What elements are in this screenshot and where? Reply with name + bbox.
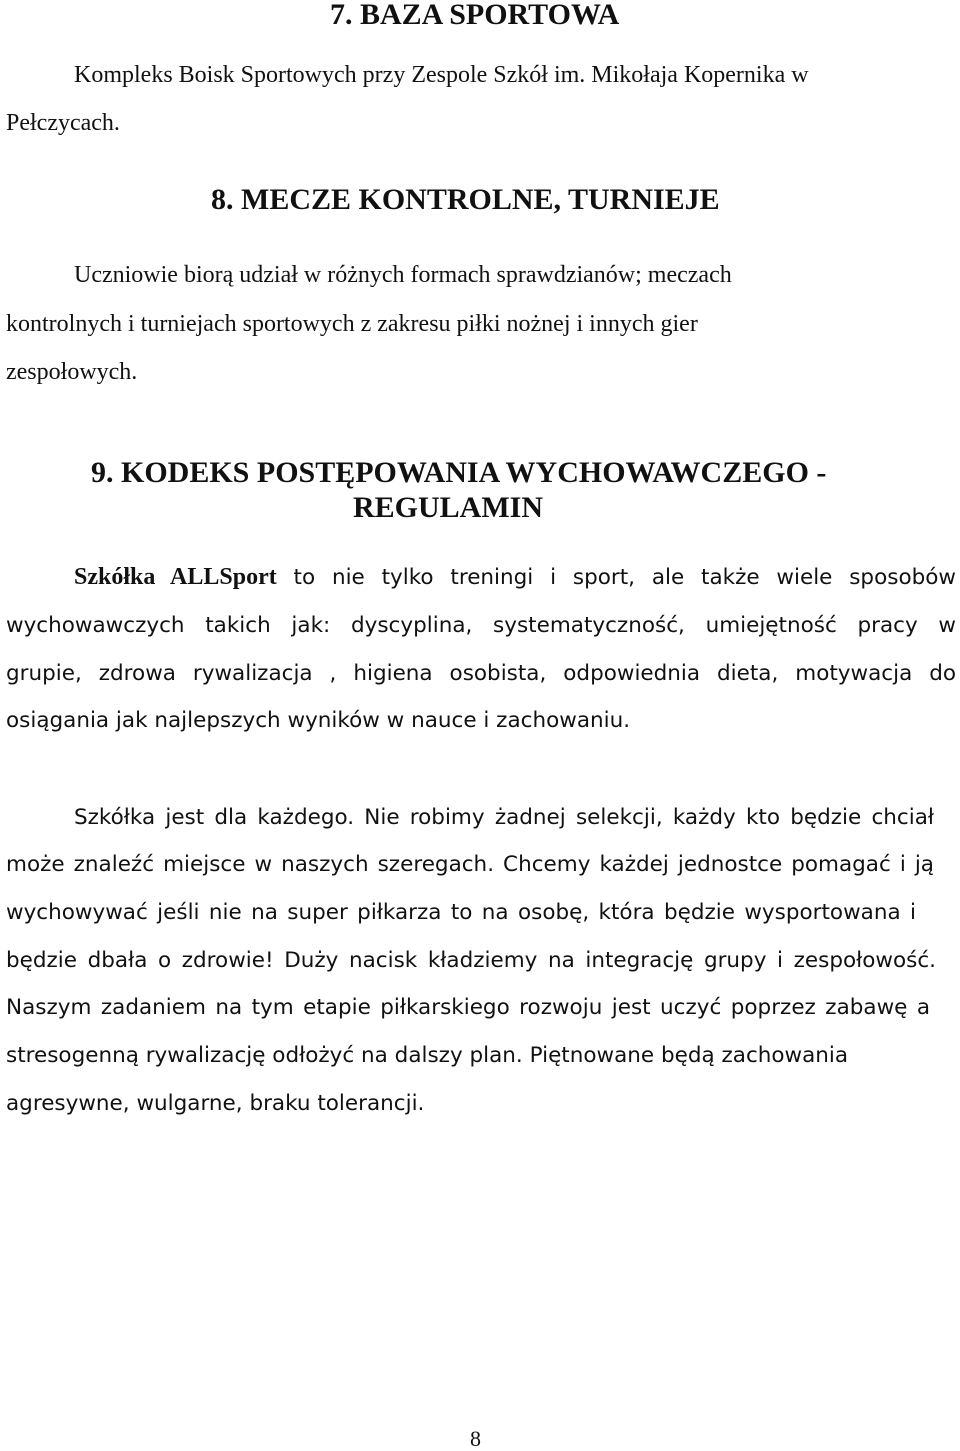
section-7-text-line-1: Kompleks Boisk Sportowych przy Zespole Szkół im. Mikołaja Kopernika w — [74, 62, 809, 88]
paragraph-2-line-7: agresywne, wulgarne, braku tolerancji. — [6, 1091, 425, 1116]
paragraph-1-line-1-rest: to nie tylko treningi i sport, ale także wiele sposobów — [276, 565, 956, 590]
paragraph-2-line-6: stresogenną rywalizację odłożyć na dalszy plan. Piętnowane będą zachowania — [6, 1043, 849, 1068]
page-number: 8 — [470, 1426, 481, 1451]
paragraph-1-line-3: grupie, zdrowa rywalizacja , higiena osobista, odpowiednia dieta, motywacja do — [6, 661, 956, 686]
paragraph-2-line-3: wychowywać jeśli nie na super piłkarza to na osobę, która będzie wysportowana i — [6, 900, 916, 925]
section-9-heading-line-2: REGULAMIN — [353, 491, 544, 524]
section-8-text-line-2: kontrolnych i turniejach sportowych z zakresu piłki nożnej i innych gier — [6, 311, 698, 337]
paragraph-1-line-4: osiągania jak najlepszych wyników w nauce i zachowaniu. — [6, 708, 631, 733]
section-8-heading: 8. MECZE KONTROLNE, TURNIEJE — [211, 183, 720, 216]
paragraph-2-line-5: Naszym zadaniem na tym etapie piłkarskiego rozwoju jest uczyć poprzez zabawę a — [6, 995, 930, 1020]
section-7-text-line-2: Pełczycach. — [6, 110, 120, 136]
paragraph-2-line-1: Szkółka jest dla każdego. Nie robimy żadnej selekcji, każdy kto będzie chciał — [74, 805, 934, 830]
brand-name: Szkółka ALLSport — [74, 564, 277, 590]
section-8-text-line-3: zespołowych. — [6, 359, 138, 385]
section-9-heading-line-1: 9. KODEKS POSTĘPOWANIA WYCHOWAWCZEGO - — [91, 456, 827, 489]
section-7-heading: 7. BAZA SPORTOWA — [330, 0, 620, 31]
paragraph-1-line-2: wychowawczych takich jak: dyscyplina, systematyczność, umiejętność pracy w — [6, 613, 956, 638]
paragraph-1-line-1 — [74, 564, 956, 591]
section-8-text-line-1: Uczniowie biorą udział w różnych formach sprawdzianów; meczach — [74, 262, 732, 288]
paragraph-2-line-4: będzie dbała o zdrowie! Duży nacisk kładziemy na integrację grupy i zespołowość. — [6, 948, 936, 973]
paragraph-2-line-2: może znaleźć miejsce w naszych szeregach. Chcemy każdej jednostce pomagać i ją — [6, 852, 934, 877]
